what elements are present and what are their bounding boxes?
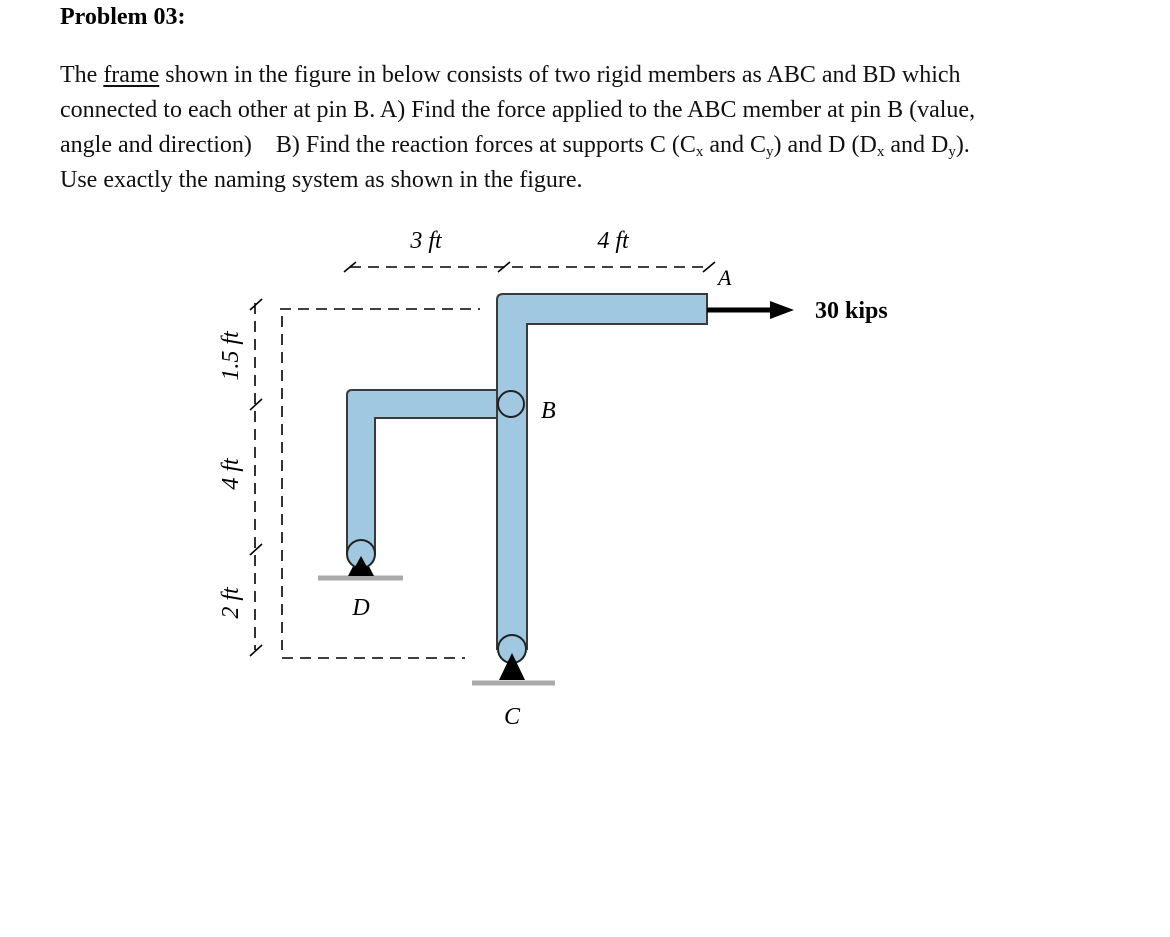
subscript-cx: x xyxy=(695,144,704,160)
line3-and2: and D xyxy=(884,132,949,158)
statement-line-2: connected to each other at pin B. A) Find the force applied to the ABC member at pin B (value, xyxy=(60,97,976,123)
member-abc xyxy=(497,294,707,649)
statement-line-4: Use exactly the naming system as shown in the figure. xyxy=(60,167,583,193)
line1-start: The xyxy=(60,62,104,88)
dim-2ft-label: 2 ft xyxy=(218,587,244,619)
point-b-label: B xyxy=(541,398,556,424)
top-dimension-line xyxy=(344,262,715,272)
line3-and1: and C xyxy=(703,132,767,158)
subscript-dx: x xyxy=(876,144,885,160)
member-bd xyxy=(347,390,512,553)
line1-end: shown in the figure in below consists of two rigid members as ABC and BD which xyxy=(159,62,961,88)
line3-start: angle and direction) B) Find the reaction forces at supports C (C xyxy=(60,132,696,158)
line3-end: ). xyxy=(955,132,970,158)
point-a-label: A xyxy=(718,265,732,290)
support-d xyxy=(318,540,403,578)
problem-title: Problem 03: xyxy=(60,4,186,30)
point-c-label: C xyxy=(503,704,521,730)
support-c xyxy=(472,635,555,683)
load-30-kips-label: 30 kips xyxy=(815,298,888,324)
left-dimension-line xyxy=(250,299,262,656)
point-d-label: D xyxy=(352,595,370,621)
subscript-cy: y xyxy=(766,144,774,160)
subscript-dy: y xyxy=(948,144,956,160)
dim-3ft-label: 3 ft xyxy=(410,228,442,254)
dim-4ft-left-label: 4 ft xyxy=(218,458,244,490)
frame-underlined-word: frame xyxy=(103,62,160,88)
line3-mid: ) and D (D xyxy=(773,132,877,158)
pin-b xyxy=(498,391,524,417)
dim-4ft-top-label: 4 ft xyxy=(597,228,629,254)
dim-1-5ft-label: 1.5 ft xyxy=(218,331,244,381)
load-arrow-head xyxy=(770,301,794,319)
